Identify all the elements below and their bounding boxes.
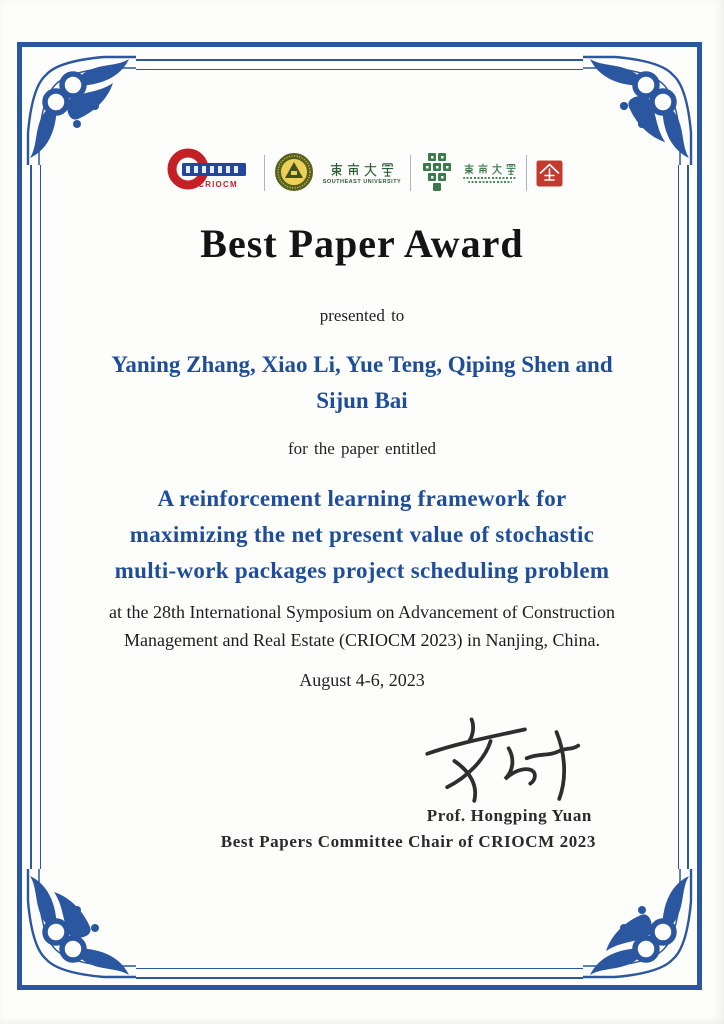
alliance-microtext [468,181,512,183]
signer-name: Prof. Hongping Yuan [426,806,592,825]
seu-seal-icon [274,151,314,195]
cjk-glyph-icon [463,163,475,175]
author-names-line: Yaning Zhang, Xiao Li, Yue Teng, Qiping Shen and [111,352,613,377]
event-date: August 4-6, 2023 [299,670,425,690]
seu-wordmark [323,162,401,185]
seu-alliance-wordmark [463,163,517,183]
cjk-glyph-icon [329,162,344,177]
author-names-line: Sijun Bai [316,388,408,413]
paper-title-line: A reinforcement learning framework for [157,486,567,511]
cjk-glyph-icon [505,163,517,175]
handwritten-signature [414,714,596,808]
seu-chinese-wordmark [329,162,395,177]
logo-separator [526,155,527,191]
cjk-glyph-icon [363,162,378,177]
paper-title-line: maximizing the net present value of stochastic [129,522,595,547]
award-title: Best Paper Award [200,221,524,266]
venue-text [0,598,724,654]
alliance-chinese-wordmark [463,163,517,175]
cjk-glyph-icon [346,162,361,177]
paper-title [0,481,724,589]
paper-entitled-label: for the paper entitled [287,439,437,458]
criocm-logo-icon [161,148,255,198]
criocm-acronym: CRIOCM [197,180,238,189]
green-blocks-logo-icon [420,153,454,193]
cjk-glyph-icon [380,162,395,177]
logo-separator [410,155,411,191]
corner-ornament-icon [26,869,136,979]
seu-english-wordmark: SOUTHEAST UNIVERSITY [322,178,402,185]
signer-role: Best Papers Committee Chair of CRIOCM 2023 [220,832,596,851]
author-names [0,347,724,419]
venue-line: at the 28th International Symposium on Advancement of Construction [109,602,615,622]
cjk-glyph-icon [491,163,503,175]
logo-row [0,146,724,200]
venue-line: Management and Real Estate (CRIOCM 2023) in Nanjing, China. [124,630,600,650]
red-seal-logo-icon [536,160,563,187]
corner-ornament-icon [583,869,693,979]
alliance-microtext [463,177,517,179]
paper-title-line: multi-work packages project scheduling problem [114,558,610,583]
cjk-glyph-icon [477,163,489,175]
presented-to-label: presented to [319,306,405,325]
logo-separator [264,155,265,191]
